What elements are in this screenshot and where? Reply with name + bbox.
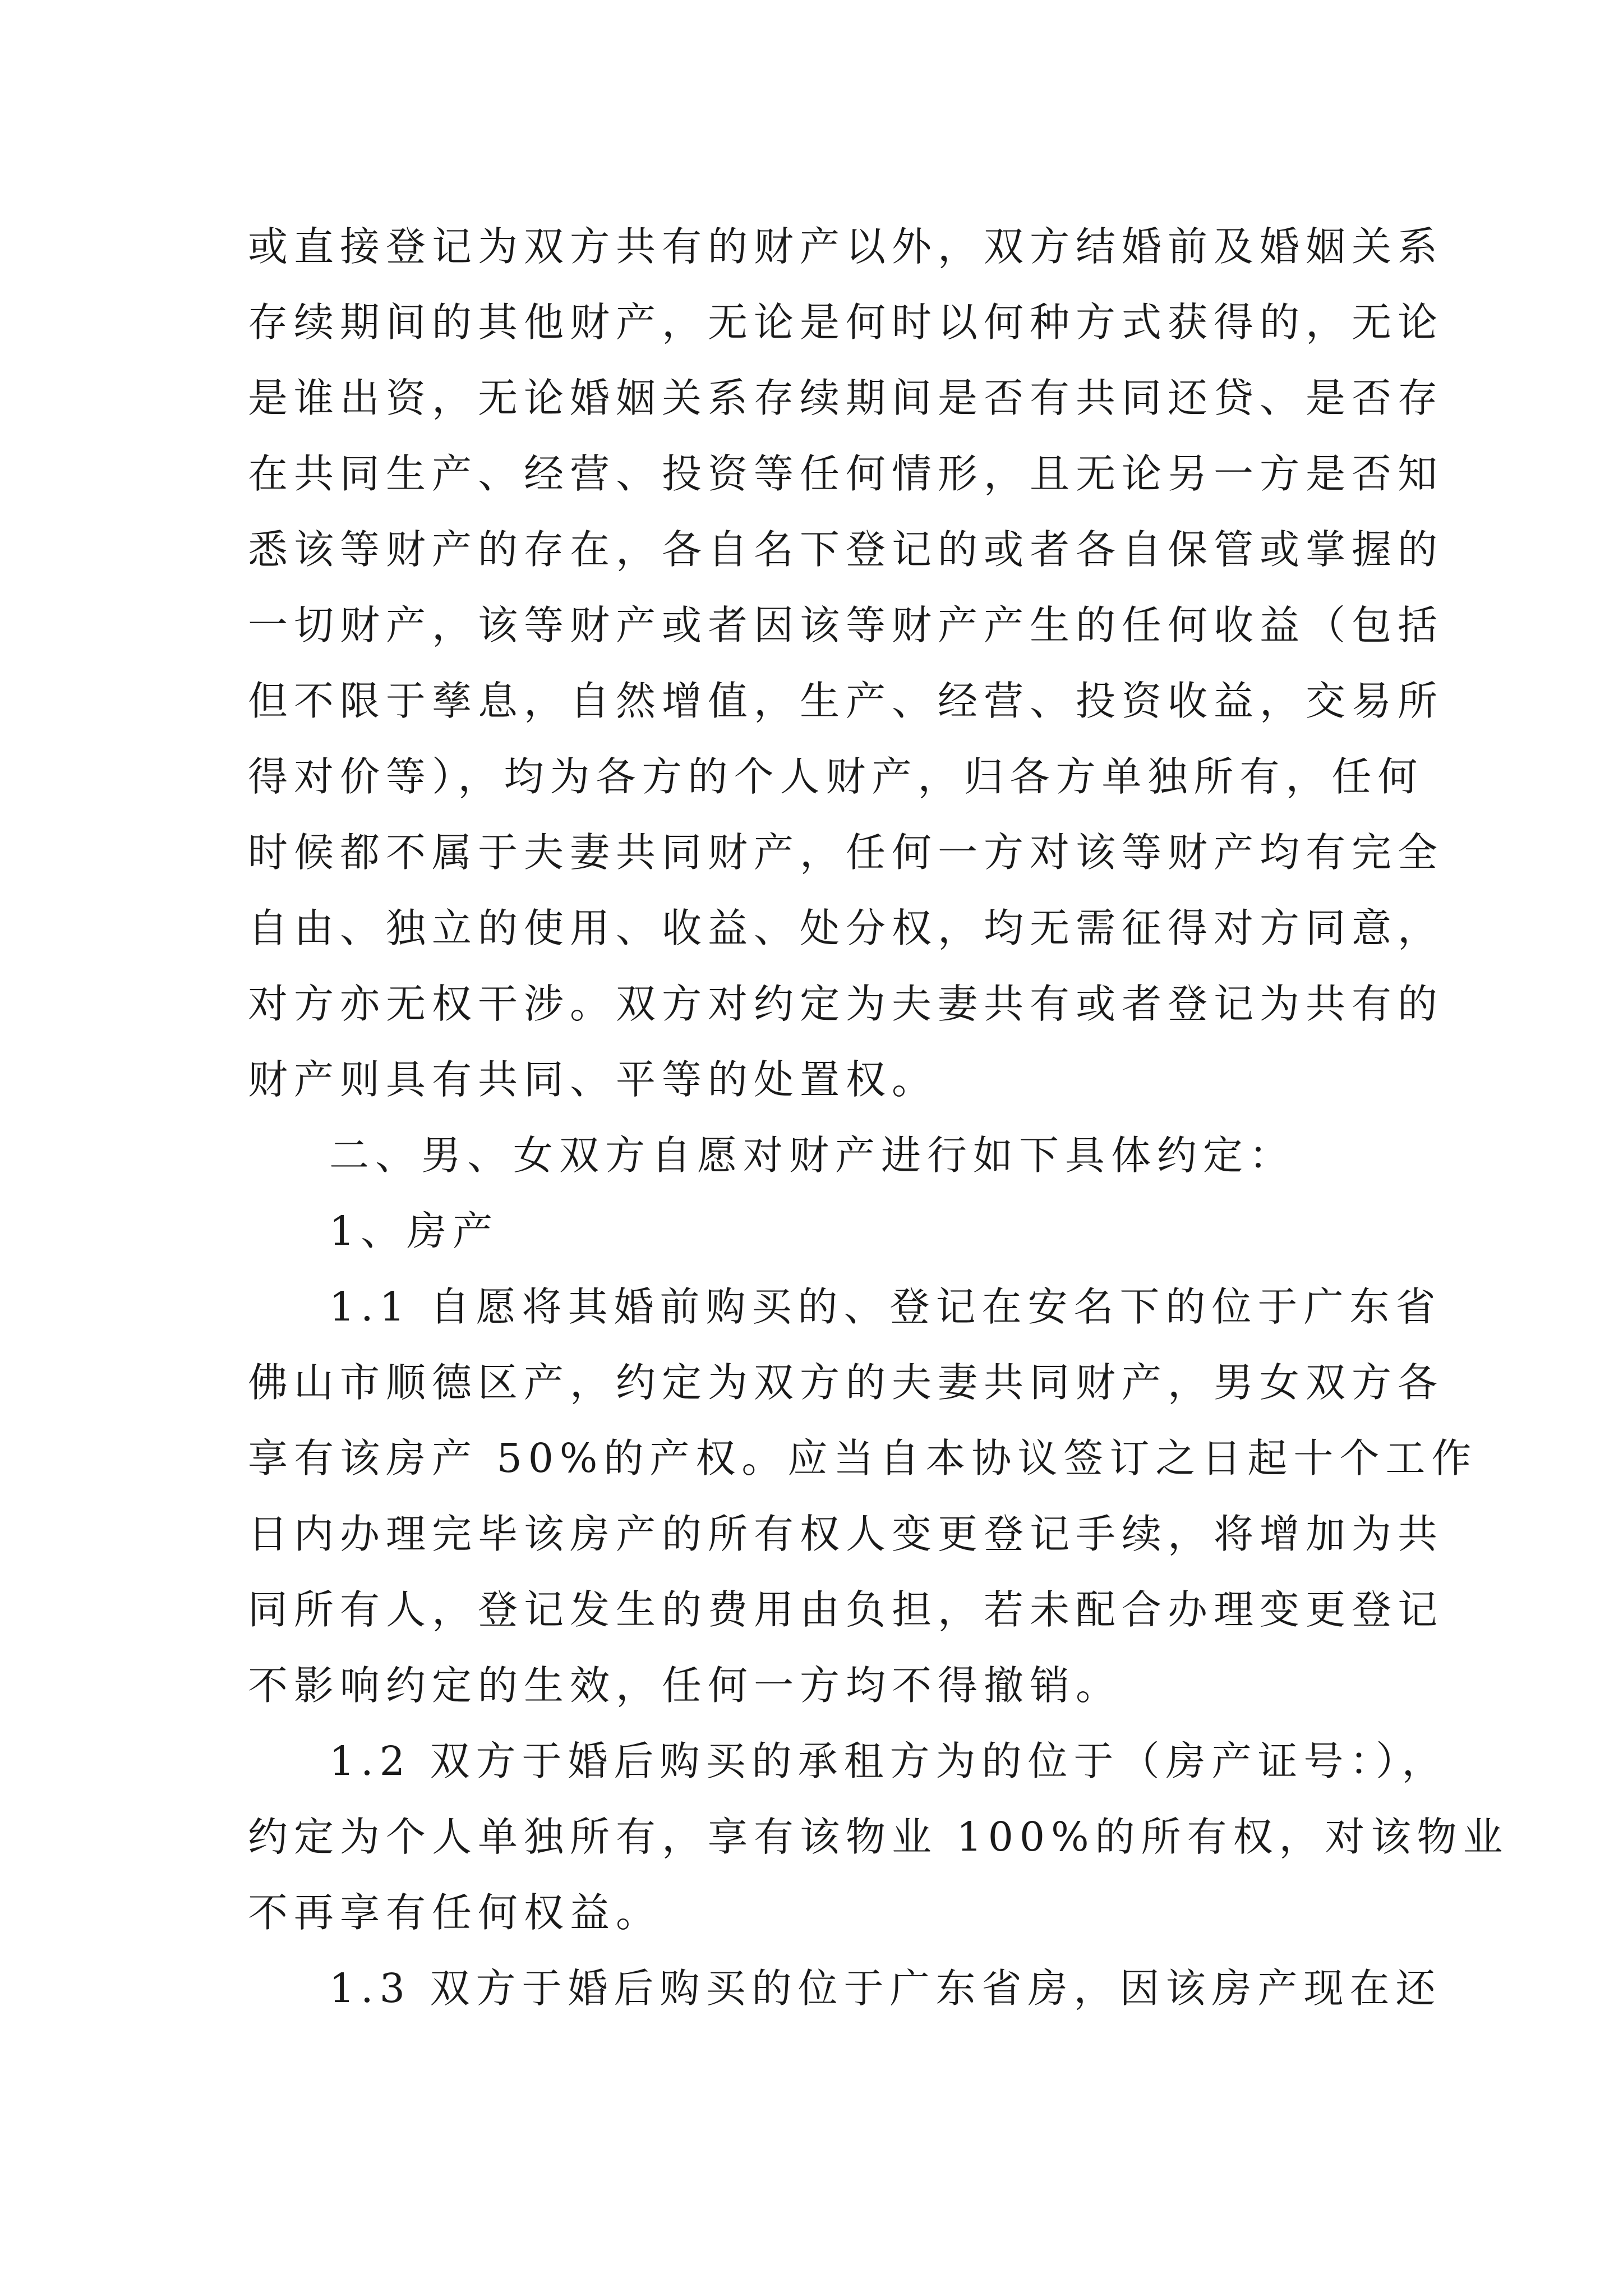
document-body: [248, 209, 1509, 2026]
clause-start: 1.3 双方于婚后购买的位于广东省房，因该房产现在还: [329, 1965, 1442, 2012]
text-line: 佛山市顺德区产，约定为双方的夫妻共同财产，男女双方各: [248, 1359, 1444, 1406]
text-line: 对方亦无权干涉。双方对约定为夫妻共有或者登记为共有的: [248, 981, 1444, 1027]
text-line: 同所有人，登记发生的费用由负担，若未配合办理变更登记: [248, 1586, 1444, 1633]
text-line: 存续期间的其他财产，无论是何时以何种方式获得的，无论: [248, 299, 1444, 346]
text-line: 时候都不属于夫妻共同财产，任何一方对该等财产均有完全: [248, 829, 1444, 876]
text-line: 日内办理完毕该房产的所有权人变更登记手续，将增加为共: [248, 1511, 1444, 1557]
text-line: 不再享有任何权益。: [248, 1889, 662, 1936]
text-line: 得对价等），均为各方的个人财产，归各方单独所有，任何: [248, 753, 1424, 800]
text-line: 不影响约定的生效，任何一方均不得撤销。: [248, 1662, 1122, 1709]
text-line: 在共同生产、经营、投资等任何情形，且无论另一方是否知: [248, 450, 1444, 497]
section-heading: 二、男、女双方自愿对财产进行如下具体约定：: [329, 1132, 1295, 1179]
text-line: 自由、独立的使用、收益、处分权，均无需征得对方同意，: [248, 905, 1444, 951]
clause-start: 1.2 双方于婚后购买的承租方为的位于（房产证号：），: [329, 1738, 1448, 1784]
text-line: 悉该等财产的存在，各自名下登记的或者各自保管或掌握的: [248, 526, 1444, 573]
text-line: 一切财产，该等财产或者因该等财产产生的任何收益（包括: [248, 602, 1444, 648]
text-line: 但不限于孳息，自然增值，生产、经营、投资收益，交易所: [248, 678, 1444, 724]
text-line: 或直接登记为双方共有的财产以外，双方结婚前及婚姻关系: [248, 223, 1444, 270]
text-line: 约定为个人单独所有，享有该物业 100%的所有权，对该物业: [248, 1814, 1509, 1860]
clause-start: 1.1 自愿将其婚前购买的、登记在安名下的位于广东省: [329, 1283, 1442, 1330]
text-line: 享有该房产 50%的产权。应当自本协议签订之日起十个工作: [248, 1435, 1478, 1481]
text-line: 是谁出资，无论婚姻关系存续期间是否有共同还贷、是否存: [248, 375, 1444, 421]
subsection-heading: 1、房产: [329, 1208, 499, 1254]
text-line: 财产则具有共同、平等的处置权。: [248, 1056, 938, 1103]
